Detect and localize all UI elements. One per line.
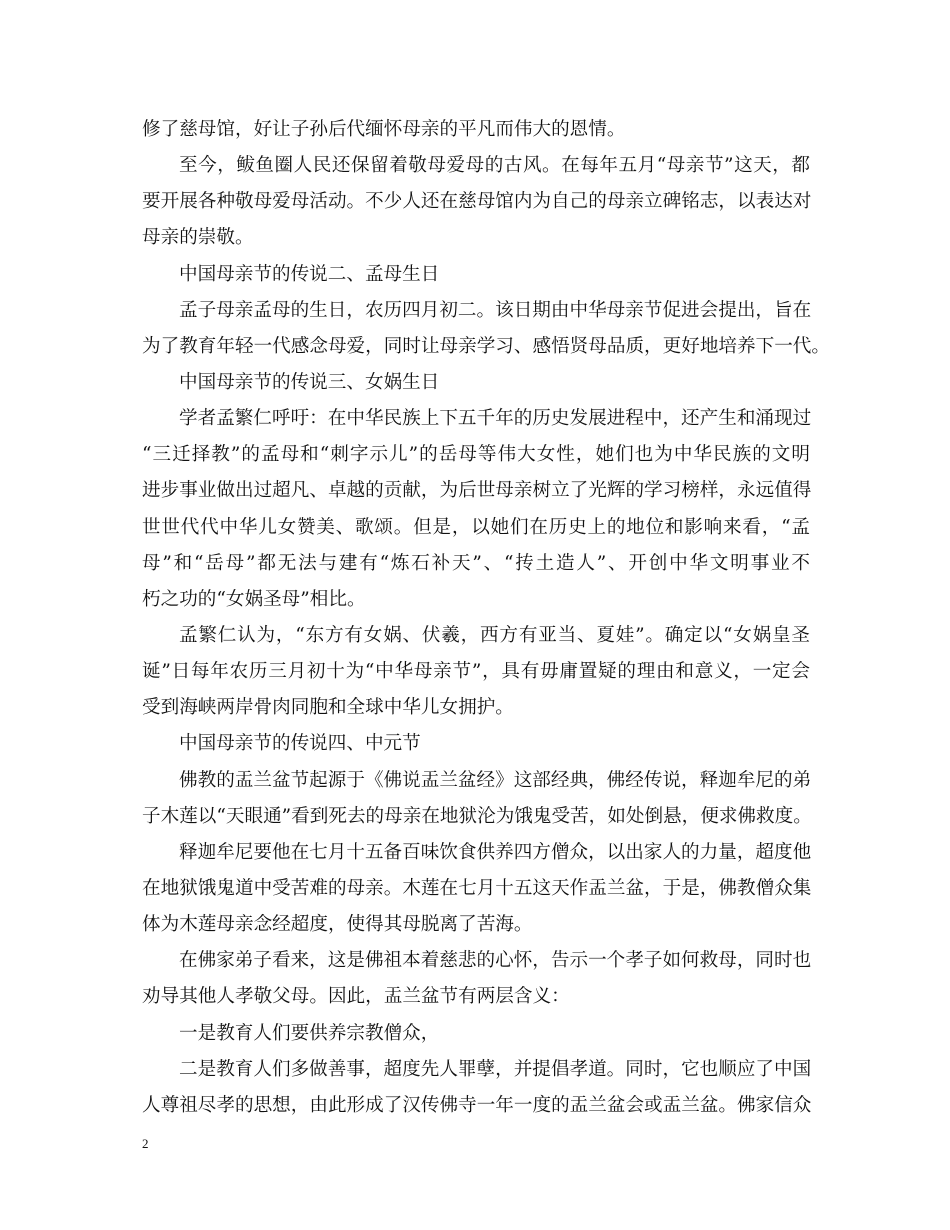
text-line: 中国母亲节的传说二、孟母生日 — [179, 263, 440, 285]
text-line: 在佛家弟子看来，这是佛祖本着慈悲的心怀，告示一个孝子如何救母，同时也 — [179, 950, 812, 972]
page-number: 2 — [142, 1136, 149, 1151]
text-line: 中国母亲节的传说三、女娲生日 — [179, 371, 440, 393]
text-line: 诞”日每年农历三月初十为“中华母亲节”，具有毋庸置疑的理由和意义，一定会 — [142, 661, 810, 683]
text-line: 二是教育人们多做善事，超度先人罪孽，并提倡孝道。同时，它也顺应了中国 — [179, 1058, 812, 1080]
text-line: 子木莲以“天眼通”看到死去的母亲在地狱沦为饿鬼受苦，如处倒悬，便求佛救度。 — [142, 805, 812, 827]
text-line: 受到海峡两岸骨肉同胞和全球中华儿女拥护。 — [142, 697, 514, 719]
text-line: 进步事业做出过超凡、卓越的贡献，为后世母亲树立了光辉的学习榜样，永远值得 — [142, 480, 812, 502]
text-line: “三迁择教”的孟母和“刺字示儿”的岳母等伟大女性，她们也为中华民族的文明 — [142, 444, 810, 466]
text-line: 孟繁仁认为，“东方有女娲、伏羲，西方有亚当、夏娃”。确定以“女娲皇圣 — [179, 624, 810, 646]
text-line: 佛教的盂兰盆节起源于《佛说盂兰盆经》这部经典，佛经传说，释迦牟尼的弟 — [179, 769, 812, 791]
text-line: 孟子母亲孟母的生日，农历四月初二。该日期由中华母亲节促进会提出，旨在 — [179, 299, 812, 321]
text-line: 中国母亲节的传说四、中元节 — [179, 733, 421, 755]
text-line: 为了教育年轻一代感念母爱，同时让母亲学习、感悟贤母品质，更好地培养下一代。 — [142, 335, 830, 357]
text-line: 修了慈母馆，好让子孙后代缅怀母亲的平凡而伟大的恩情。 — [142, 119, 626, 140]
text-line: 在地狱饿鬼道中受苦难的母亲。木莲在七月十五这天作盂兰盆，于是，佛教僧众集 — [142, 877, 812, 899]
text-line: 学者孟繁仁呼吁：在中华民族上下五千年的历史发展进程中，还产生和涌现过 — [179, 408, 812, 430]
text-line: 母”和“岳母”都无法与建有“炼石补天”、“抟土造人”、开创中华文明事业不 — [142, 552, 810, 574]
text-line: 释迦牟尼要他在七月十五备百味饮食供养四方僧众，以出家人的力量，超度他 — [179, 841, 812, 863]
text-line: 母亲的崇敬。 — [142, 227, 254, 249]
text-line: 劝导其他人孝敬父母。因此，盂兰盆节有两层含义： — [142, 986, 570, 1008]
text-line: 至今，鲅鱼圈人民还保留着敬母爱母的古风。在每年五月“母亲节”这天，都 — [179, 155, 810, 177]
text-line: 朽之功的“女娲圣母”相比。 — [142, 588, 366, 610]
text-line: 要开展各种敬母爱母活动。不少人还在慈母馆内为自己的母亲立碑铭志，以表达对 — [142, 191, 812, 213]
text-line: 一是教育人们要供养宗教僧众， — [179, 1022, 440, 1044]
text-line: 人尊祖尽孝的思想，由此形成了汉传佛寺一年一度的盂兰盆会或盂兰盆。佛家信众 — [142, 1094, 812, 1116]
text-line: 世世代代中华儿女赞美、歌颂。但是，以她们在历史上的地位和影响来看，“孟 — [142, 516, 810, 538]
document-body — [142, 112, 830, 1124]
text-line: 体为木莲母亲念经超度，使得其母脱离了苦海。 — [142, 914, 533, 936]
